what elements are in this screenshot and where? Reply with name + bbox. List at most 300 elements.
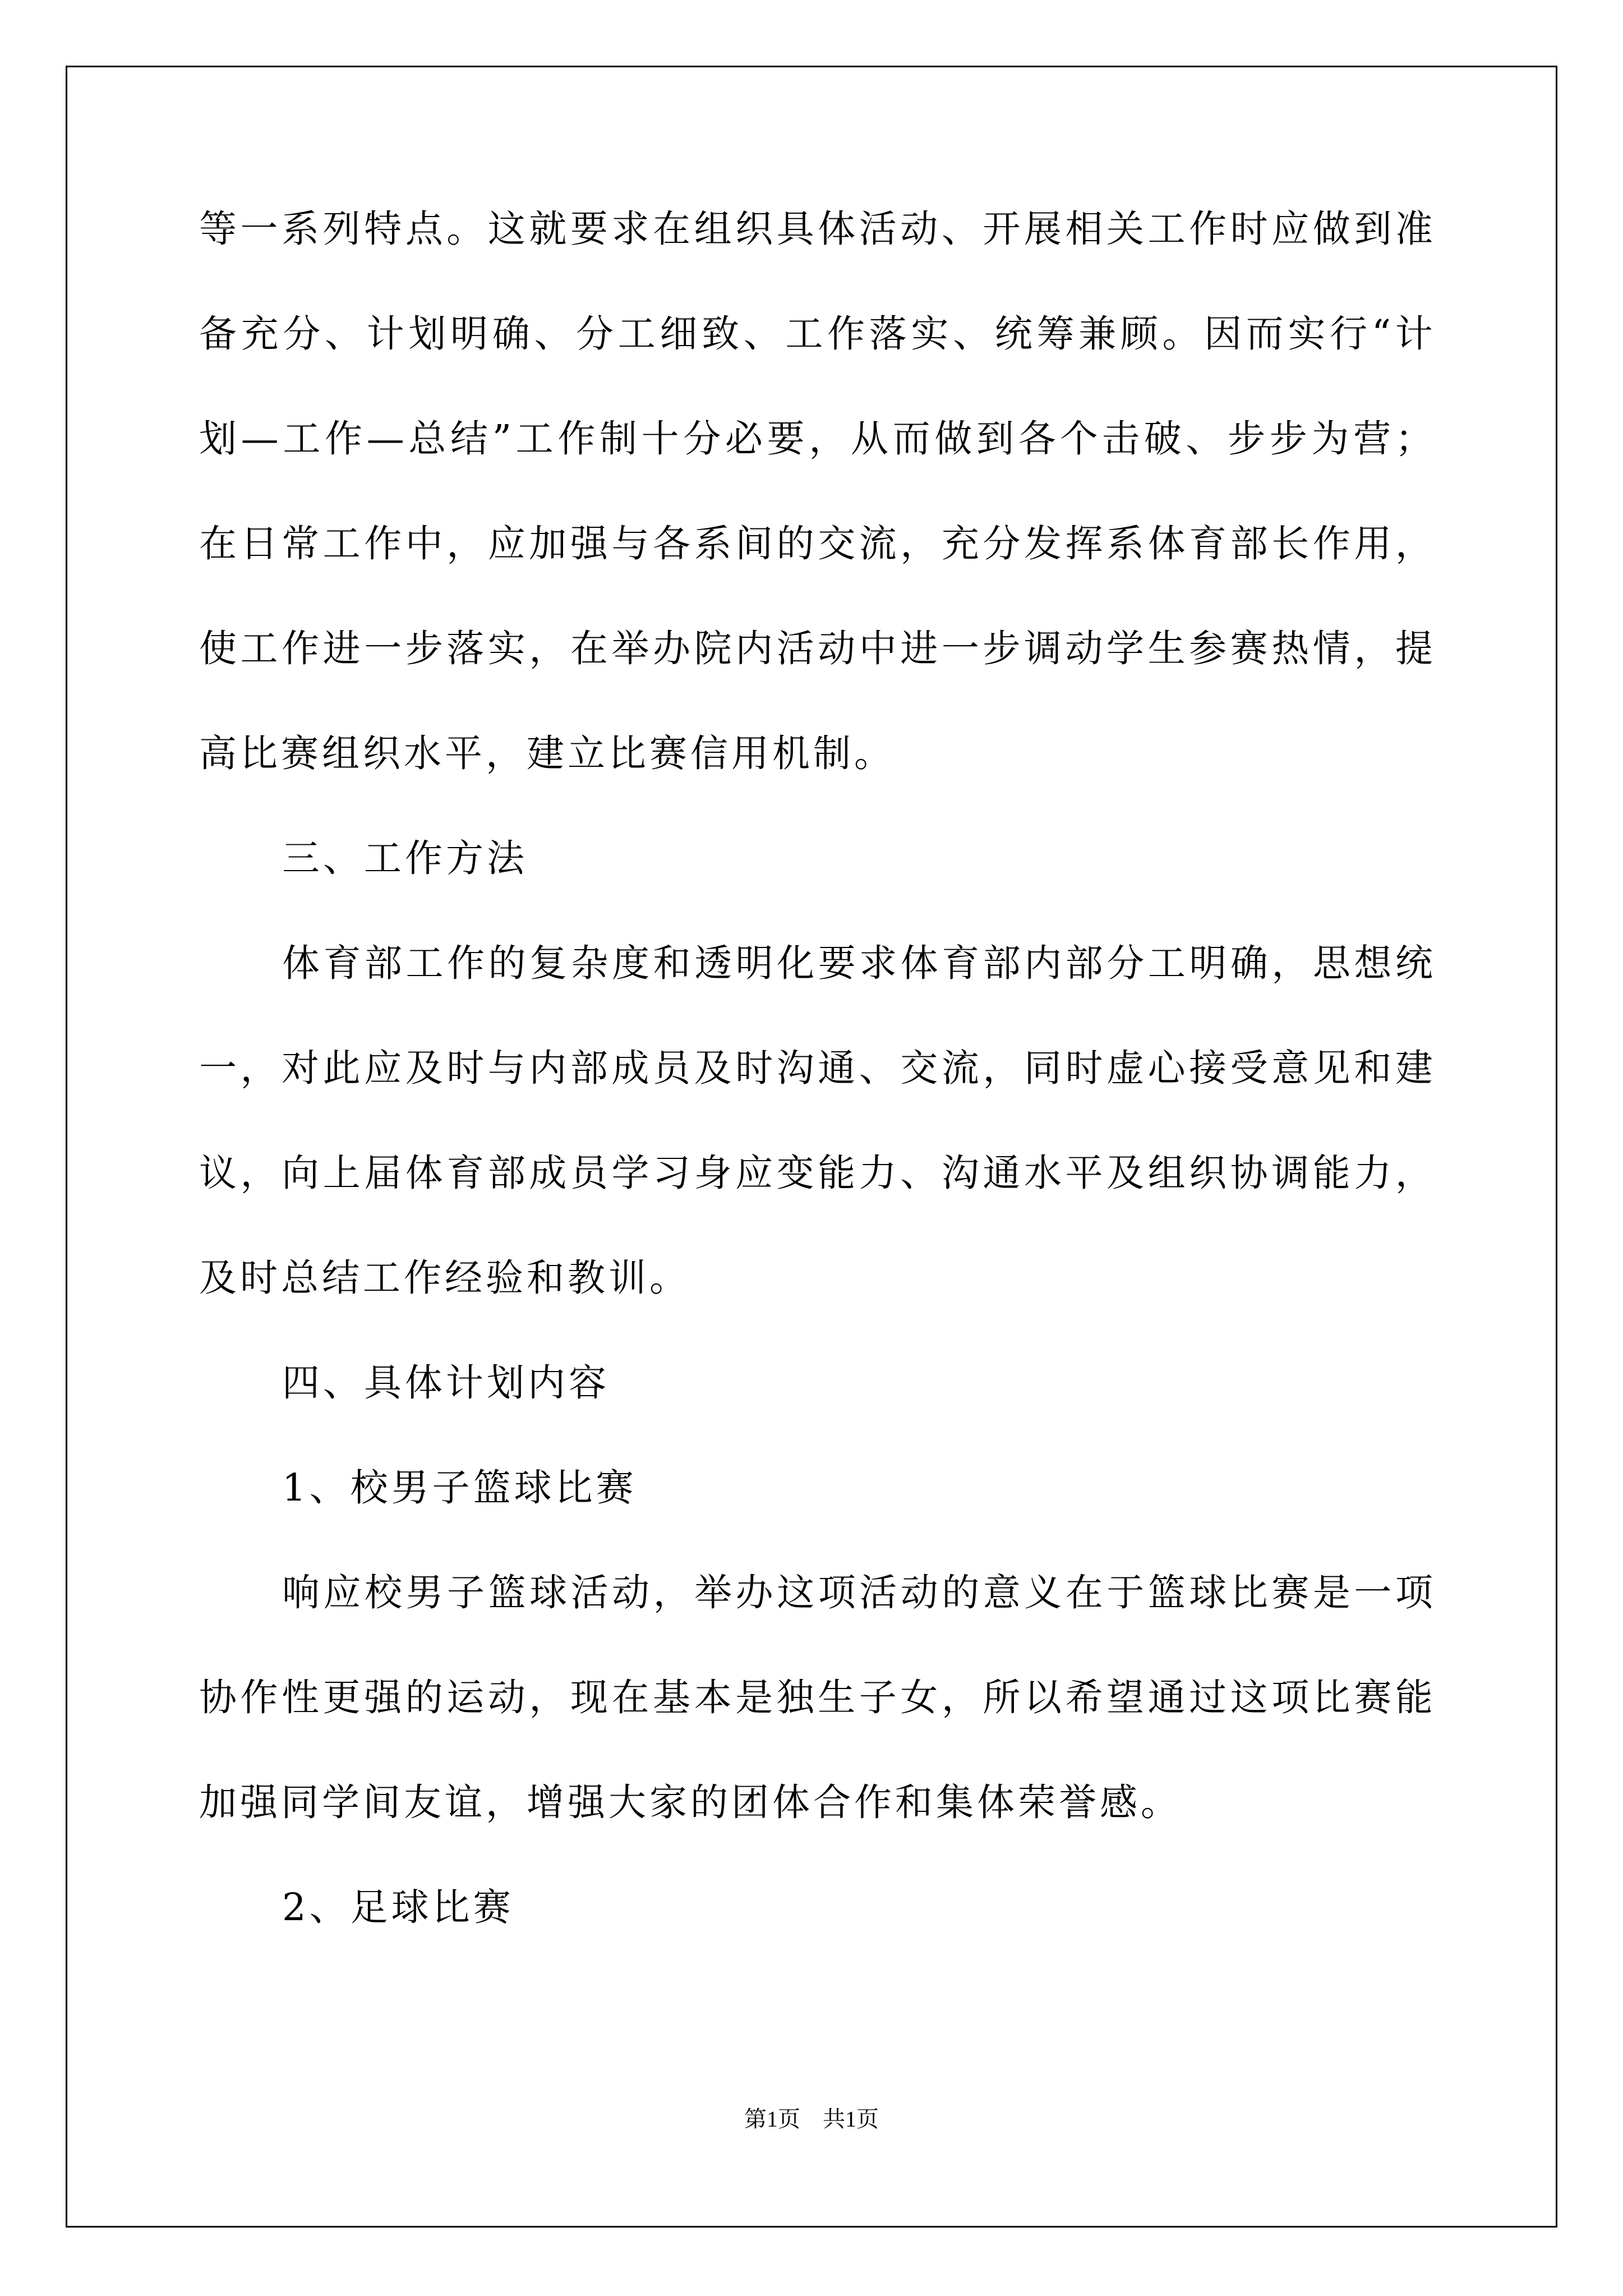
glyph: ， — [240, 1151, 278, 1195]
glyph: 此 — [322, 1046, 361, 1090]
glyph: 对 — [282, 1046, 320, 1090]
glyph: 调 — [1271, 1151, 1310, 1195]
glyph: 复 — [529, 941, 568, 985]
glyph: ； — [1395, 417, 1433, 461]
glyph: 明 — [1189, 941, 1227, 985]
glyph: 应 — [1271, 207, 1310, 251]
glyph: 因 — [1204, 312, 1242, 356]
glyph: 时 — [735, 1046, 773, 1090]
glyph: 生 — [818, 1676, 856, 1719]
glyph: 一 — [199, 1046, 237, 1090]
glyph: 虚 — [1106, 1046, 1145, 1090]
glyph: 结 — [450, 417, 488, 461]
glyph: 应 — [735, 1151, 773, 1195]
glyph: 充 — [941, 522, 979, 565]
glyph: 协 — [199, 1676, 237, 1719]
glyph: 从 — [851, 417, 889, 461]
glyph: 活 — [859, 207, 897, 251]
glyph: 充 — [241, 312, 279, 356]
glyph: 建 — [1395, 1046, 1433, 1090]
glyph: 子 — [859, 1676, 897, 1719]
glyph: 意 — [983, 1571, 1021, 1614]
glyph: 。 — [446, 207, 485, 251]
glyph: 部 — [365, 941, 403, 985]
glyph: ， — [529, 627, 567, 670]
glyph: 工 — [322, 522, 361, 565]
glyph: 强 — [364, 1676, 402, 1719]
glyph: 而 — [1246, 312, 1284, 356]
glyph: 能 — [1395, 1676, 1433, 1719]
glyph: 基 — [653, 1676, 691, 1719]
glyph: 动 — [612, 1571, 650, 1614]
glyph: 一 — [240, 207, 278, 251]
glyph: 办 — [735, 1571, 773, 1614]
glyph: 比 — [1230, 1571, 1268, 1614]
glyph: 透 — [694, 941, 732, 985]
glyph: 在 — [611, 1676, 649, 1719]
glyph: 进 — [900, 627, 938, 670]
glyph: 挥 — [1065, 522, 1103, 565]
glyph: 沟 — [776, 1046, 814, 1090]
glyph: 、 — [743, 312, 781, 356]
glyph: 时 — [446, 1046, 485, 1090]
glyph: 一 — [941, 627, 979, 670]
glyph: 时 — [1065, 1046, 1103, 1090]
glyph: 这 — [777, 1571, 815, 1614]
glyph: 力 — [1354, 1151, 1392, 1195]
glyph: 体 — [282, 941, 320, 985]
glyph: 和 — [653, 941, 691, 985]
glyph: 女 — [900, 1676, 938, 1719]
glyph: 参 — [1189, 627, 1227, 670]
glyph: 本 — [694, 1676, 732, 1719]
glyph: 部 — [1230, 522, 1268, 565]
glyph: 通 — [1147, 1676, 1186, 1719]
glyph: 实 — [1288, 312, 1326, 356]
glyph: 确 — [492, 312, 530, 356]
glyph: 活 — [859, 1571, 897, 1614]
glyph: 受 — [1230, 1046, 1268, 1090]
paragraph-line: 高比赛组织水平，建立比赛信用机制。 — [199, 731, 895, 775]
glyph: 过 — [1189, 1676, 1227, 1719]
glyph: 议 — [199, 1151, 237, 1195]
glyph: 点 — [405, 207, 443, 251]
glyph: 在 — [1065, 1571, 1103, 1614]
glyph: 是 — [1312, 1571, 1350, 1614]
glyph: 计 — [1395, 312, 1433, 356]
glyph: 营 — [1353, 417, 1391, 461]
glyph: 总 — [408, 417, 446, 461]
glyph: 举 — [694, 1571, 732, 1614]
glyph: 办 — [653, 627, 691, 670]
glyph: 调 — [1023, 627, 1062, 670]
glyph: 杂 — [570, 941, 608, 985]
glyph: 的 — [776, 522, 814, 565]
glyph: 织 — [1189, 1151, 1227, 1195]
glyph: 学 — [611, 1151, 649, 1195]
glyph: ， — [240, 1046, 278, 1090]
glyph: 计 — [366, 312, 404, 356]
glyph: 中 — [859, 627, 897, 670]
glyph: 落 — [446, 627, 485, 670]
glyph: 沟 — [941, 1151, 979, 1195]
paragraph-line — [199, 417, 1433, 461]
paragraph-line — [199, 1571, 1433, 1614]
glyph: 生 — [1147, 627, 1186, 670]
glyph: 工 — [617, 312, 656, 356]
glyph: 活 — [570, 1571, 608, 1614]
glyph: 要 — [818, 941, 856, 985]
glyph: 展 — [1023, 207, 1062, 251]
glyph: 交 — [818, 522, 856, 565]
glyph: 而 — [892, 417, 930, 461]
paragraph-line — [199, 312, 1433, 356]
glyph: 组 — [694, 207, 732, 251]
glyph: 比 — [1312, 1676, 1350, 1719]
glyph: 届 — [364, 1151, 402, 1195]
glyph: 用 — [1354, 522, 1392, 565]
glyph: 思 — [1312, 941, 1350, 985]
glyph: 时 — [1230, 207, 1268, 251]
glyph: 内 — [1024, 941, 1062, 985]
glyph: 这 — [487, 207, 525, 251]
glyph: 使 — [199, 627, 237, 670]
glyph: 育 — [1189, 522, 1227, 565]
glyph: ” — [492, 417, 511, 461]
glyph: 学 — [1106, 627, 1145, 670]
glyph: 应 — [323, 1571, 361, 1614]
glyph: 项 — [818, 1571, 856, 1614]
glyph: 到 — [976, 417, 1015, 461]
glyph: 织 — [735, 207, 773, 251]
glyph: 作 — [1312, 522, 1350, 565]
glyph: 体 — [900, 941, 938, 985]
glyph: 响 — [282, 1571, 320, 1614]
glyph: 望 — [1106, 1676, 1145, 1719]
glyph: 育 — [323, 941, 361, 985]
glyph: 义 — [1024, 1571, 1062, 1614]
glyph: 赛 — [1271, 1571, 1310, 1614]
glyph: 分 — [283, 312, 321, 356]
glyph: 动 — [818, 627, 856, 670]
glyph: 协 — [1230, 1151, 1268, 1195]
glyph: 顾 — [1120, 312, 1158, 356]
glyph: 落 — [869, 312, 907, 356]
glyph: 一 — [364, 627, 402, 670]
glyph: ， — [446, 522, 485, 565]
paragraph-line — [199, 1046, 1433, 1090]
glyph: 步 — [405, 627, 443, 670]
glyph: 工 — [515, 417, 554, 461]
glyph: 求 — [611, 207, 649, 251]
glyph: 体 — [405, 1151, 443, 1195]
glyph: 接 — [1189, 1046, 1227, 1090]
glyph: 、 — [534, 312, 572, 356]
glyph: 成 — [529, 1151, 567, 1195]
paragraph-line — [199, 1676, 1433, 1719]
glyph: 在 — [570, 627, 608, 670]
glyph: ， — [1271, 941, 1310, 985]
glyph: 步 — [1269, 417, 1307, 461]
glyph: 做 — [934, 417, 972, 461]
glyph: 现 — [570, 1676, 608, 1719]
glyph: 作 — [325, 417, 363, 461]
glyph: ， — [529, 1676, 567, 1719]
glyph: 备 — [199, 312, 237, 356]
glyph: 球 — [529, 1571, 568, 1614]
glyph: 系 — [1106, 522, 1145, 565]
glyph: 常 — [282, 522, 320, 565]
glyph: 步 — [1228, 417, 1266, 461]
glyph: 行 — [1330, 312, 1368, 356]
glyph: 关 — [1106, 207, 1145, 251]
glyph: 应 — [487, 522, 525, 565]
glyph: 要 — [570, 207, 608, 251]
glyph: 的 — [942, 1571, 980, 1614]
page-number-footer: 第1页 共1页 — [744, 2106, 879, 2132]
glyph: 实 — [911, 312, 949, 356]
glyph: 流 — [941, 1046, 979, 1090]
subsection-heading: 1、校男子篮球比赛 — [282, 1466, 637, 1510]
glyph: 动 — [900, 207, 938, 251]
glyph: 以 — [1023, 1676, 1062, 1719]
glyph: 为 — [1311, 417, 1349, 461]
glyph: 希 — [1065, 1676, 1103, 1719]
glyph: 变 — [776, 1151, 814, 1195]
glyph: 篮 — [1147, 1571, 1186, 1614]
glyph: 流 — [859, 522, 897, 565]
glyph: 等 — [199, 207, 237, 251]
glyph: 明 — [735, 941, 773, 985]
glyph: 破 — [1144, 417, 1182, 461]
glyph: 通 — [983, 1151, 1021, 1195]
section-heading: 四、具体计划内容 — [282, 1361, 610, 1405]
glyph: 体 — [818, 207, 856, 251]
glyph: 工 — [1147, 941, 1186, 985]
glyph: 与 — [487, 1046, 525, 1090]
document-body — [199, 207, 1433, 1994]
glyph: 作 — [364, 522, 402, 565]
glyph: 个 — [1060, 417, 1098, 461]
glyph: 步 — [983, 627, 1021, 670]
glyph: ， — [653, 1571, 691, 1614]
glyph: 确 — [1230, 941, 1268, 985]
paragraph-line — [199, 1151, 1433, 1195]
glyph: 内 — [529, 1046, 567, 1090]
glyph: 想 — [1354, 941, 1392, 985]
glyph: 击 — [1102, 417, 1140, 461]
glyph: 意 — [1271, 1046, 1310, 1090]
glyph: 作 — [282, 627, 320, 670]
paragraph-line — [199, 522, 1433, 565]
glyph: 制 — [599, 417, 637, 461]
glyph: 就 — [529, 207, 567, 251]
glyph: 作 — [447, 941, 485, 985]
glyph: 应 — [364, 1046, 402, 1090]
glyph: 的 — [405, 1676, 443, 1719]
glyph: 心 — [1147, 1046, 1186, 1090]
glyph: 到 — [1354, 207, 1392, 251]
glyph: 性 — [282, 1676, 320, 1719]
glyph: — — [241, 417, 279, 461]
glyph: 划 — [408, 312, 446, 356]
glyph: 项 — [1395, 1571, 1433, 1614]
glyph: 具 — [776, 207, 814, 251]
glyph: 加 — [529, 522, 567, 565]
glyph: 明 — [450, 312, 488, 356]
glyph: 篮 — [488, 1571, 526, 1614]
glyph: 、 — [953, 312, 991, 356]
glyph: 强 — [570, 522, 608, 565]
glyph: 列 — [322, 207, 361, 251]
glyph: 独 — [776, 1676, 814, 1719]
glyph: 提 — [1395, 627, 1433, 670]
glyph: ， — [809, 417, 847, 461]
glyph: 各 — [653, 522, 691, 565]
glyph: 部 — [1065, 941, 1103, 985]
glyph: 、 — [859, 1046, 897, 1090]
glyph: 这 — [1230, 1676, 1268, 1719]
glyph: 所 — [983, 1676, 1021, 1719]
glyph: 日 — [240, 522, 278, 565]
glyph: 力 — [859, 1151, 897, 1195]
glyph: 、 — [941, 207, 979, 251]
glyph: 体 — [1147, 522, 1186, 565]
glyph: 运 — [446, 1676, 485, 1719]
glyph: 。 — [1162, 312, 1200, 356]
glyph: 项 — [1271, 1676, 1310, 1719]
glyph: 上 — [322, 1151, 361, 1195]
glyph: 在 — [199, 522, 237, 565]
glyph: 划 — [199, 417, 237, 461]
glyph: 、 — [900, 1151, 938, 1195]
glyph: ， — [941, 1676, 979, 1719]
glyph: 习 — [653, 1151, 691, 1195]
glyph: 致 — [702, 312, 740, 356]
glyph: 及 — [694, 1046, 732, 1090]
glyph: 分 — [1106, 941, 1145, 985]
glyph: 工 — [240, 627, 278, 670]
glyph: 系 — [282, 207, 320, 251]
paragraph-line — [199, 207, 1433, 251]
paragraph-line — [199, 941, 1433, 985]
glyph: 组 — [1147, 1151, 1186, 1195]
glyph: 长 — [1271, 522, 1310, 565]
glyph: 工 — [283, 417, 321, 461]
glyph: 同 — [1023, 1046, 1062, 1090]
glyph: 校 — [365, 1571, 403, 1614]
glyph: 准 — [1395, 207, 1433, 251]
glyph: 间 — [735, 522, 773, 565]
glyph: ， — [1395, 1151, 1433, 1195]
glyph: 要 — [767, 417, 805, 461]
glyph: 工 — [785, 312, 823, 356]
glyph: 分 — [683, 417, 721, 461]
paragraph-line: 及时总结工作经验和教训。 — [199, 1256, 690, 1300]
glyph: 分 — [576, 312, 614, 356]
glyph: 筹 — [1036, 312, 1075, 356]
glyph: 于 — [1106, 1571, 1145, 1614]
glyph: 特 — [364, 207, 402, 251]
glyph: 必 — [725, 417, 763, 461]
glyph: ， — [1395, 522, 1433, 565]
glyph: 工 — [405, 941, 444, 985]
glyph: 十 — [641, 417, 679, 461]
glyph: 子 — [447, 1571, 485, 1614]
glyph: 更 — [322, 1676, 361, 1719]
glyph: 男 — [405, 1571, 444, 1614]
subsection-heading: 2、足球比赛 — [282, 1885, 514, 1929]
glyph: 化 — [777, 941, 815, 985]
glyph: 统 — [994, 312, 1032, 356]
glyph: 在 — [653, 207, 691, 251]
glyph: 员 — [570, 1151, 608, 1195]
glyph: 作 — [557, 417, 596, 461]
glyph: 球 — [1189, 1571, 1227, 1614]
glyph: 作 — [827, 312, 865, 356]
glyph: 兼 — [1078, 312, 1117, 356]
paragraph-line — [199, 627, 1433, 670]
glyph: 及 — [405, 1046, 443, 1090]
glyph: 部 — [983, 941, 1021, 985]
glyph: 动 — [1065, 627, 1103, 670]
glyph: 员 — [653, 1046, 691, 1090]
glyph: 、 — [1186, 417, 1224, 461]
glyph: 各 — [1018, 417, 1056, 461]
glyph: ， — [1354, 627, 1392, 670]
glyph: 育 — [942, 941, 980, 985]
glyph: 平 — [1065, 1151, 1103, 1195]
glyph: 开 — [983, 207, 1021, 251]
glyph: — — [366, 417, 404, 461]
glyph: 分 — [983, 522, 1021, 565]
glyph: 做 — [1312, 207, 1350, 251]
glyph: 活 — [776, 627, 814, 670]
glyph: 见 — [1312, 1046, 1350, 1090]
glyph: 系 — [694, 522, 732, 565]
glyph: 发 — [1023, 522, 1062, 565]
glyph: 成 — [611, 1046, 649, 1090]
glyph: 身 — [694, 1151, 732, 1195]
glyph: 求 — [859, 941, 897, 985]
glyph: 动 — [900, 1571, 938, 1614]
glyph: 工 — [1147, 207, 1186, 251]
glyph: 水 — [1023, 1151, 1062, 1195]
glyph: 相 — [1065, 207, 1103, 251]
glyph: 情 — [1312, 627, 1350, 670]
glyph: 是 — [735, 1676, 773, 1719]
glyph: 部 — [487, 1151, 525, 1195]
glyph: 与 — [611, 522, 649, 565]
glyph: 部 — [570, 1046, 608, 1090]
glyph: “ — [1371, 312, 1391, 356]
glyph: 能 — [1312, 1151, 1350, 1195]
glyph: 动 — [487, 1676, 525, 1719]
glyph: 作 — [240, 1676, 278, 1719]
glyph: 举 — [611, 627, 649, 670]
glyph: 作 — [1189, 207, 1227, 251]
section-heading: 三、工作方法 — [282, 836, 528, 880]
glyph: 赛 — [1230, 627, 1268, 670]
glyph: 向 — [282, 1151, 320, 1195]
glyph: 院 — [694, 627, 732, 670]
glyph: 、 — [325, 312, 363, 356]
glyph: 中 — [405, 522, 443, 565]
glyph: 通 — [818, 1046, 856, 1090]
glyph: 育 — [446, 1151, 485, 1195]
glyph: 能 — [818, 1151, 856, 1195]
glyph: ， — [983, 1046, 1021, 1090]
